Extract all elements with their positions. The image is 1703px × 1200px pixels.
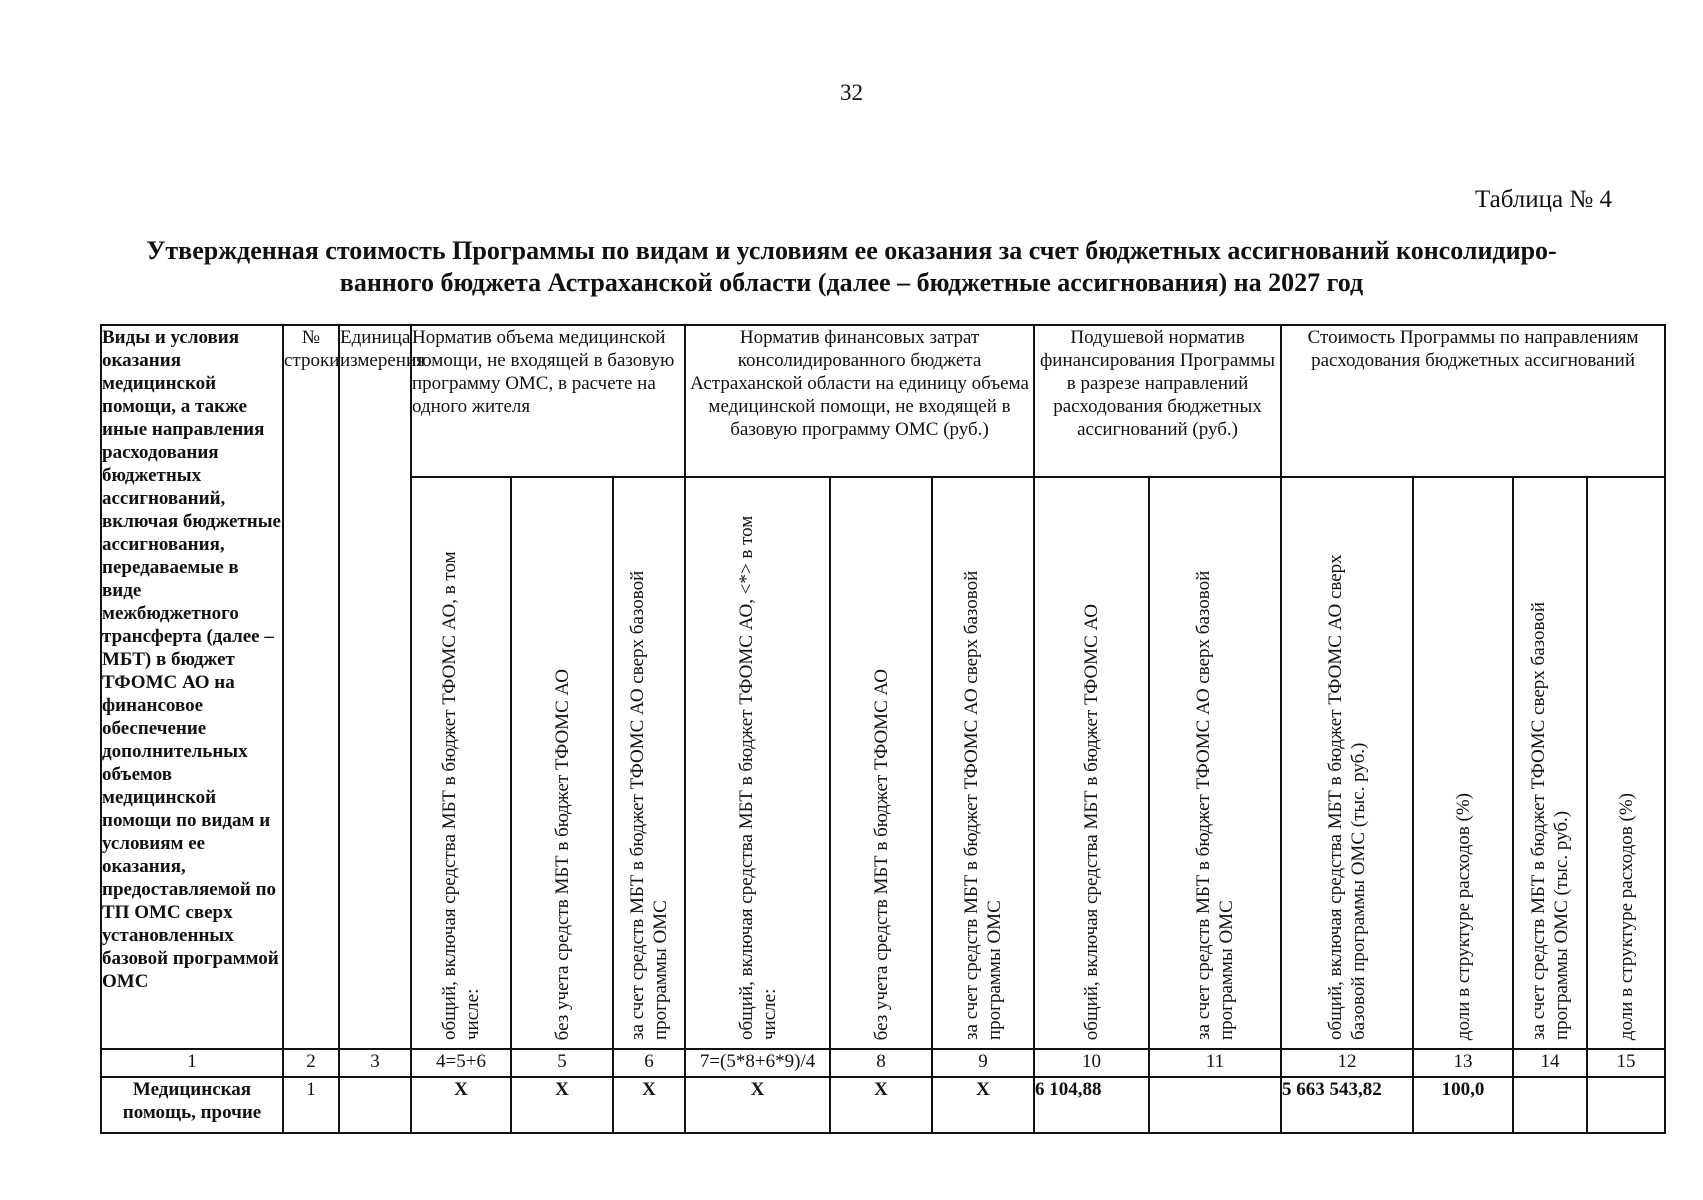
- cell-c13: 100,0: [1413, 1077, 1513, 1133]
- table-label: Таблица № 4: [1474, 186, 1612, 213]
- col-number: 8: [830, 1049, 932, 1077]
- col-number: 4=5+6: [411, 1049, 511, 1077]
- col-number: 7=(5*8+6*9)/4: [685, 1049, 830, 1077]
- header-c7: общий, включая средства МБТ в бюджет ТФОМС АО, <*> в том числе:: [735, 515, 780, 1040]
- col-number: 12: [1281, 1049, 1413, 1077]
- page-number: 32: [840, 80, 863, 105]
- cell-c6: X: [613, 1077, 685, 1133]
- header-c11: за счет средств МБТ в бюджет ТФОМС АО сверх базовой программы ОМС: [1193, 570, 1238, 1040]
- header-group-program-cost: Стоимость Программы по направлениям расходования бюджетных ассигнований: [1281, 325, 1665, 477]
- cell-c12: 5 663 543,82: [1281, 1077, 1413, 1133]
- cell-c15: [1587, 1077, 1665, 1133]
- col-number: 15: [1587, 1049, 1665, 1077]
- cell-c10: 6 104,88: [1034, 1077, 1149, 1133]
- cell-c11: [1149, 1077, 1281, 1133]
- header-c14: за счет средств МБТ в бюджет ТФОМС сверх базовой программы ОМС (тыс. руб.): [1528, 601, 1573, 1040]
- cell-c8: X: [830, 1077, 932, 1133]
- header-col-unit: Единица измерения: [339, 325, 411, 1049]
- row-unit: [339, 1077, 411, 1133]
- col-number: 1: [101, 1049, 283, 1077]
- header-c6: за счет средств МБТ в бюджет ТФОМС АО сверх базовой программы ОМС: [627, 570, 671, 1040]
- header-c4: общий, включая средства МБТ в бюджет ТФОМС АО, в том числе:: [439, 551, 483, 1040]
- col-number: 14: [1513, 1049, 1587, 1077]
- header-c13: доли в структуре расходов (%): [1452, 792, 1474, 1040]
- title-line-1: Утвержденная стоимость Программы по видам и условиям ее оказания за счет бюджетных ассигнований консолидиро-: [146, 236, 1557, 265]
- cell-c9: X: [932, 1077, 1034, 1133]
- header-c15: доли в структуре расходов (%): [1615, 792, 1637, 1040]
- col-number: 10: [1034, 1049, 1149, 1077]
- col-number: 5: [511, 1049, 613, 1077]
- title-line-2: ванного бюджета Астраханской области (далее – бюджетные ассигнования) на 2027 год: [339, 268, 1364, 297]
- col-number: 13: [1413, 1049, 1513, 1077]
- header-c9: за счет средств МБТ в бюджет ТФОМС АО сверх базовой программы ОМС: [961, 570, 1006, 1040]
- header-group-volume-norm: Норматив объема медицинской помощи, не входящей в базовую программу ОМС, в расчете на одного жителя: [411, 325, 685, 477]
- header-c12: общий, включая средства МБТ в бюджет ТФОМС АО сверх базовой программы ОМС (тыс. руб.): [1325, 554, 1370, 1040]
- document-title: [90, 235, 1613, 299]
- col-number: 9: [932, 1049, 1034, 1077]
- header-c8: без учета средств МБТ в бюджет ТФОМС АО: [870, 668, 892, 1040]
- row-name: Медицинская помощь, прочие: [101, 1077, 283, 1133]
- table-row: [101, 1077, 1665, 1133]
- col-number: 3: [339, 1049, 411, 1077]
- header-group-cost-norm: Норматив финансовых затрат консолидированного бюджета Астраханской области на единицу объема медицинской помощи, не входящей в базовую программу ОМС (руб.): [685, 325, 1034, 477]
- header-group-per-capita: Подушевой норматив финансирования Программы в разрезе направлений расходования бюджетных ассигнований (руб.): [1034, 325, 1281, 477]
- cell-c4: X: [411, 1077, 511, 1133]
- header-col-line-number: № строки: [283, 325, 339, 1049]
- header-col-kinds: Виды и условия оказания медицинской помощи, а также иные направления расходования бюджетных ассигнований, включая бюджетные ассигнования, передаваемые в виде межбюджетного трансферта (далее – МБТ) в бюджет ТФОМС АО на финансовое обеспечение дополнительных объемов медицинской помощи по видам и условиям ее оказания, предоставляемой по ТП ОМС сверх установленных базовой программой ОМС: [101, 325, 283, 1049]
- header-c5: без учета средств МБТ в бюджет ТФОМС АО: [551, 668, 573, 1040]
- col-number: 6: [613, 1049, 685, 1077]
- header-row-groups: [101, 325, 1665, 477]
- column-number-row: [101, 1049, 1665, 1077]
- col-number: 2: [283, 1049, 339, 1077]
- cell-c14: [1513, 1077, 1587, 1133]
- row-line-number: 1: [283, 1077, 339, 1133]
- col-number: 11: [1149, 1049, 1281, 1077]
- cell-c5: X: [511, 1077, 613, 1133]
- cell-c7: X: [685, 1077, 830, 1133]
- header-c10: общий, включая средства МБТ в бюджет ТФОМС АО: [1081, 603, 1103, 1040]
- cost-table: [100, 324, 1666, 1134]
